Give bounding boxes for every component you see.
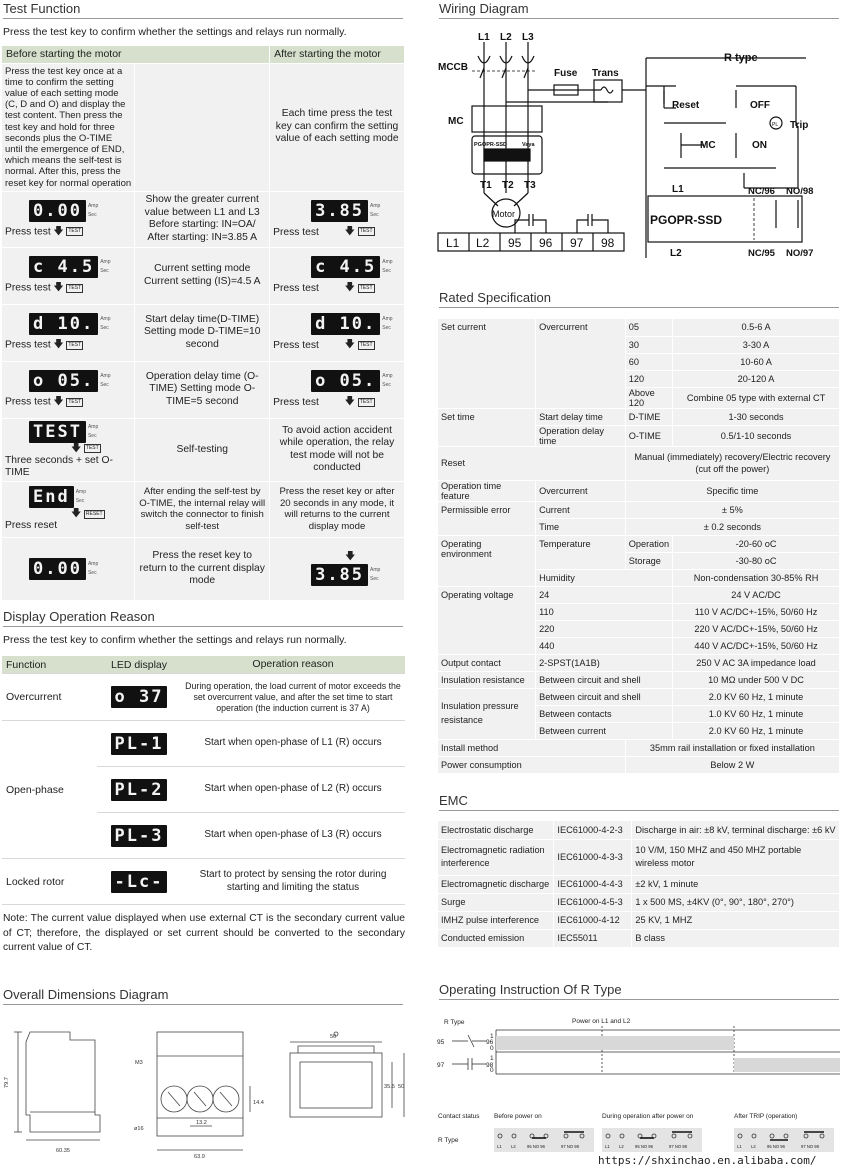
rated-title: Rated Specification: [439, 290, 839, 308]
test-row: TEST Amp Sec 🡇 TEST Three seconds + set O-TIME Self-testing To avoid action accident while operation, the relay test mode will not be conducted: [2, 418, 405, 481]
lcd-display: 0.00: [29, 558, 86, 580]
label-off: OFF: [750, 100, 770, 111]
label-mc: MC: [448, 116, 464, 127]
label-t1: T1: [480, 180, 492, 191]
label-reset: Reset: [672, 100, 700, 111]
header-reason: Operation reason: [181, 656, 405, 674]
label-trans: Trans: [592, 68, 619, 79]
arrow-down-icon: 🡇: [345, 551, 356, 563]
test-function-table: [2, 46, 405, 601]
terminal-label: 98: [601, 236, 615, 250]
led-display: o 37: [111, 686, 168, 708]
row-description: Show the greater current value between L1 and L3 Before starting: IN=OA/ After starting: IN=3.85 A: [135, 191, 270, 247]
label-no97: NO/97: [786, 248, 814, 259]
led-display: -Lc-: [111, 871, 168, 893]
intro-after: Each time press the test key can confirm the setting value of each setting mode: [270, 63, 405, 191]
dimensions-diagram: [0, 1020, 412, 1160]
dim-m3: M3: [135, 1060, 143, 1066]
label-t3: T3: [524, 180, 536, 191]
term-9596: 95 NO 96: [767, 1144, 785, 1149]
test-key[interactable]: TEST: [359, 341, 373, 348]
lcd-display: c 4.5: [311, 256, 380, 278]
term-9596: 95 NO 96: [635, 1144, 653, 1149]
lcd-display: c 4.5: [29, 256, 98, 278]
term-9798: 97 NO 98: [561, 1144, 579, 1149]
header-led: LED display: [97, 656, 181, 674]
lcd-display: End: [29, 486, 74, 508]
header-function: Function: [2, 656, 97, 674]
terminal-label: 95: [508, 236, 522, 250]
row-description: Self-testing: [135, 418, 270, 481]
terminal-label: 97: [570, 236, 584, 250]
row-description: Press the reset key to return to the current display mode: [135, 537, 270, 600]
label-pl: PL: [772, 122, 779, 128]
emc-table: Electrostatic discharge IEC61000-4-2-3 Discharge in air: ±8 kV, terminal discharge: ±6 kV Electromagnetic radiation interference IEC61000-4-3-3 10 V/M, 150 MHZ and 450 MHZ portable wireless motor Electromagnetic discharge IEC61000-4-4-3 ±2 kV, 1 minute Surge IEC61000-4-5-3 1 x 500 MS, ±4KV (0°, 90°, 180°, 270°) IMHZ pulse interference IEC61000-4-12 25 KV, 1 MHZ Conducted emission IEC55011 B class: [438, 821, 840, 948]
dim-50-a: 50: [330, 1034, 337, 1040]
rtype-timing-diagram: [436, 1012, 842, 1162]
table-row: PL-3 Start when open-phase of L3 (R) occurs: [2, 813, 405, 859]
emc-title: EMC: [439, 793, 839, 811]
label-nc95: NC/95: [748, 248, 775, 259]
dimensions-title: Overall Dimensions Diagram: [3, 987, 403, 1005]
arrow-down-icon: 🡇: [344, 282, 355, 294]
lcd-display: d 10.: [311, 313, 380, 335]
label-mccb: MCCB: [438, 62, 468, 73]
label-on: ON: [752, 140, 767, 151]
contact-98: 98: [486, 1062, 494, 1069]
after-trip: After TRIP (operation): [734, 1113, 798, 1120]
label-l3: L3: [522, 32, 534, 43]
rtype-title: Operating Instruction Of R Type: [439, 982, 839, 1000]
display-operation-lead: Press the test key to confirm whether the settings and relays run normally.: [3, 634, 347, 646]
dim-63-9: 63.9: [194, 1154, 205, 1160]
contact-97: 97: [437, 1062, 445, 1069]
dim-60-35: 60.35: [56, 1148, 70, 1154]
test-key[interactable]: TEST: [359, 284, 373, 291]
test-key[interactable]: TEST: [359, 228, 373, 235]
wiring-diagram: [436, 28, 842, 268]
source-url[interactable]: https://shxinchao.en.alibaba.com/: [598, 1154, 817, 1167]
label-nc96: NC/96: [748, 186, 775, 197]
arrow-down-icon: 🡇: [53, 225, 64, 237]
label-device: PGOPR-SSD: [650, 213, 723, 227]
arrow-down-icon: 🡇: [344, 396, 355, 408]
label-rtype: R type: [724, 52, 758, 64]
label-t2: T2: [502, 180, 514, 191]
test-row: c 4.5 Amp Sec Press test 🡇 TEST Current setting mode Current setting (IS)=4.5 A c 4.5 Amp Sec Press test 🡇 TEST: [2, 247, 405, 304]
label-fuse: Fuse: [554, 68, 578, 79]
terminal-label: L2: [476, 236, 490, 250]
label-l1-ctrl: L1: [672, 184, 684, 195]
arrow-down-icon: 🡇: [344, 225, 355, 237]
lcd-display: TEST: [29, 421, 86, 443]
dim-13-2: 13.2: [196, 1120, 207, 1126]
display-note: Note: The current value displayed when use external CT is the secondary current value of CT; therefore, the displayed or set current should be converted to the secondary current value of CT.: [3, 913, 405, 954]
term-l2: L2: [511, 1144, 516, 1149]
power-on-label: Power on L1 and L2: [572, 1018, 631, 1025]
test-key[interactable]: TEST: [359, 398, 373, 405]
lcd-display: 3.85: [311, 564, 368, 586]
during-operation: During operation after power on: [602, 1113, 694, 1120]
rtype-label: R Type: [444, 1019, 465, 1026]
label-motor: Motor: [492, 209, 516, 219]
label-trip: Trip: [790, 120, 809, 131]
term-l2: L2: [619, 1144, 624, 1149]
rated-spec-table: Set current Overcurrent 05 0.5-6 A 30 3-30 A 60 10-60 A 120 20-120 A Above 120 Combine 05 type with external CT Set time Start delay time D-TIME 1-30 seconds Operation delay time O-TIME 0.5/1-10 seconds Reset Manual (immediately) recovery/Electric recovery (cut off the power) Operation time feature Overcurrent Specific time Permissible error Current ± 5% Time ± 0.2 seconds Operating environment Temperature Operation -20-60 oC Storage -30-80 oC Humidity Non-condensation 30-85% RH Operating voltage 24 24 V AC/DC 110 110 V AC/DC+-15%, 50/60 Hz 220 220 V AC/DC+-15%, 50/60 Hz 440 440 V AC/DC+-15%, 50/60 Hz Output contact 2-SPST(1A1B) 250 V AC 3A impedance load Insulation resistance Between circuit and shell 10 MΩ under 500 V DC Insulation pressure resistance Between circuit and shell 2.0 KV 60 Hz, 1 minute Between contacts 1.0 KV 60 Hz, 1 minute Between current 2.0 KV 60 Hz, 1 minute Install method 35mm rail installation or fixed installation Power consumption Below 2 W: [438, 319, 840, 774]
lcd-display: o 05.: [29, 370, 98, 392]
table-row: PL-2 Start when open-phase of L2 (R) occurs: [2, 767, 405, 813]
term-l2: L2: [751, 1144, 756, 1149]
level-zero: 0: [490, 1045, 494, 1052]
reset-key[interactable]: RESET: [85, 510, 103, 517]
arrow-down-icon: 🡇: [344, 339, 355, 351]
terminal-label: L1: [446, 236, 460, 250]
header-after: After starting the motor: [270, 46, 405, 63]
arrow-down-icon: 🡇: [71, 442, 82, 454]
dim-16: ø16: [134, 1126, 144, 1132]
term-9798: 97 NO 98: [669, 1144, 687, 1149]
arrow-down-icon: 🡇: [53, 396, 64, 408]
before-power-on: Before power on: [494, 1113, 542, 1120]
test-row: o 05. Amp Sec Press test 🡇 TEST Operation delay time (O-TIME) Setting mode O-TIME=5 second o 05. Amp Sec Press test 🡇 TEST: [2, 361, 405, 418]
level-zero: 0: [490, 1067, 494, 1074]
terminal-label: 96: [539, 236, 553, 250]
test-key[interactable]: TEST: [68, 341, 82, 348]
arrow-down-icon: 🡇: [71, 508, 82, 520]
arrow-down-icon: 🡇: [53, 339, 64, 351]
row-right-text: Press the reset key or after 20 seconds in any mode, it will returns to the current display mode: [270, 481, 405, 537]
contact-96: 96: [486, 1039, 494, 1046]
wiring-title: Wiring Diagram: [439, 1, 839, 19]
label-device-small: PGOPR-SSD: [474, 142, 508, 148]
row-right-text: To avoid action accident while operation, the relay test mode will not be conducted: [270, 418, 405, 481]
contact-95: 95: [437, 1039, 445, 1046]
arrow-down-icon: 🡇: [53, 282, 64, 294]
table-row: Overcurrent o 37 During operation, the load current of motor exceeds the set overcurrent value, and after the set time to start operation (the induction current is 37 A): [2, 674, 405, 721]
dim-14-4: 14.4: [253, 1100, 264, 1106]
term-9596: 95 NO 96: [527, 1144, 545, 1149]
label-l2-ctrl: L2: [670, 248, 682, 259]
label-l1: L1: [478, 32, 490, 43]
row-description: Operation delay time (O-TIME) Setting mode O-TIME=5 second: [135, 361, 270, 418]
led-display: PL-1: [111, 733, 168, 755]
lcd-display: 0.00: [29, 200, 86, 222]
test-key[interactable]: TEST: [68, 228, 82, 235]
row-description: Current setting mode Current setting (IS)=4.5 A: [135, 247, 270, 304]
display-operation-table: [2, 656, 405, 905]
test-row: End Amp Sec 🡇 RESET Press reset After ending the self-test by O-TIME, the internal relay will switch the connector to finish self-test Press the reset key or after 20 seconds in any mode, it will returns to the current display mode: [2, 481, 405, 537]
label-mc-coil: MC: [700, 140, 716, 151]
label-no98: NO/98: [786, 186, 814, 197]
test-function-title: Test Function: [3, 1, 403, 19]
label-l2: L2: [500, 32, 512, 43]
test-row: 0.00 Amp Sec Press test 🡇 TEST Show the greater current value between L1 and L3 Before starting: IN=OA/ After starting: IN=3.85 A 3.85 Amp Sec Press test 🡇 TEST: [2, 191, 405, 247]
term-l1: L1: [497, 1144, 502, 1149]
level-one: 1: [490, 1033, 494, 1040]
row-description: Start delay time(D-TIME) Setting mode D-TIME=10 second: [135, 304, 270, 361]
lcd-display: d 10.: [29, 313, 98, 335]
test-key[interactable]: TEST: [68, 398, 82, 405]
lcd-display: 3.85: [311, 200, 368, 222]
lcd-display: o 05.: [311, 370, 380, 392]
table-row: Locked rotor -Lc- Start to protect by sensing the rotor during starting and limiting the status: [2, 859, 405, 905]
rtype-label-2: R Type: [438, 1137, 459, 1144]
led-display: PL-2: [111, 779, 168, 801]
test-key[interactable]: TEST: [68, 284, 82, 291]
led-display: PL-3: [111, 825, 168, 847]
intro-before: Press the test key once at a time to confirm the setting value of each setting mode (C, D and O) and display the test content. Then press the test key and hold for three seconds plus the O-TIME until the emergence of END, which means the self-test is normal. After this, press the reset key for normal operation: [2, 63, 135, 191]
contact-status-label: Contact status: [438, 1113, 480, 1120]
table-row: Open-phase PL-1 Start when open-phase of L1 (R) occurs: [2, 721, 405, 767]
display-operation-title: Display Operation Reason: [3, 609, 403, 627]
level-one: 1: [490, 1055, 494, 1062]
label-brand: Vaya: [522, 142, 535, 148]
header-before: Before starting the motor: [2, 46, 270, 63]
test-function-lead: Press the test key to confirm whether the settings and relays run normally.: [3, 26, 347, 38]
term-l1: L1: [605, 1144, 610, 1149]
term-l1: L1: [737, 1144, 742, 1149]
row-description: After ending the self-test by O-TIME, the internal relay will switch the connector to finish self-test: [135, 481, 270, 537]
dim-79-7: 79.7: [4, 1077, 10, 1088]
term-9798: 97 NO 98: [801, 1144, 819, 1149]
test-row: d 10. Amp Sec Press test 🡇 TEST Start delay time(D-TIME) Setting mode D-TIME=10 second d 10. Amp Sec Press test 🡇 TEST: [2, 304, 405, 361]
dim-50-b: 50: [398, 1084, 405, 1090]
test-row: 0.00 Amp Sec Press the reset key to return to the current display mode 🡇 3.85 Amp Sec: [2, 537, 405, 600]
test-key[interactable]: TEST: [85, 445, 99, 452]
dim-35-5: 35.5: [384, 1084, 395, 1090]
